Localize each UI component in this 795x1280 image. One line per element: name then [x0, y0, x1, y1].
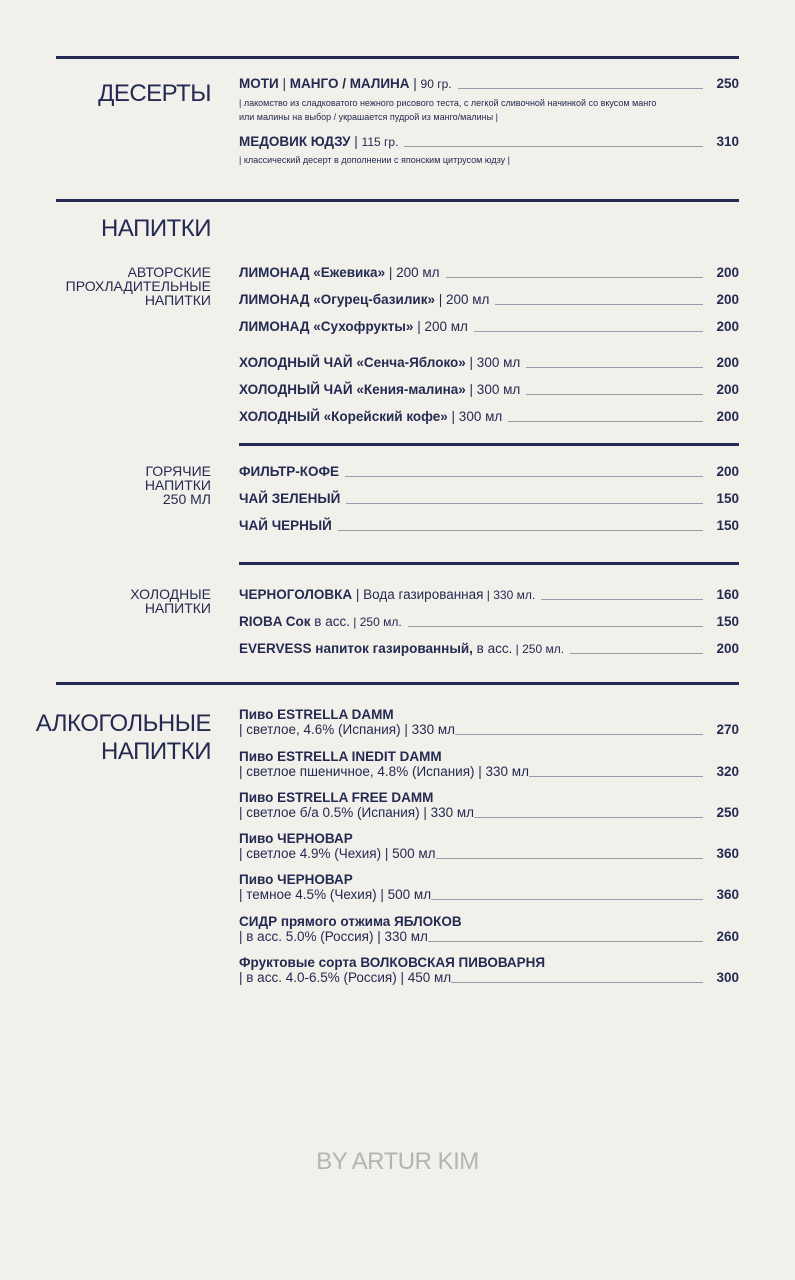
- desserts-title: ДЕСЕРТЫ: [98, 80, 211, 107]
- menu-item-name: СИДР прямого отжима ЯБЛОКОВ: [239, 914, 462, 929]
- menu-item: | светлое 4.9% (Чехия) | 500 мл 360: [239, 846, 739, 861]
- menu-item-name: Фруктовые сорта ВОЛКОВСКАЯ ПИВОВАРНЯ: [239, 955, 546, 970]
- signature-drinks-subtitle: АВТОРСКИЕ ПРОХЛАДИТЕЛЬНЫЕ НАПИТКИ: [65, 264, 211, 308]
- price: 260: [716, 929, 739, 944]
- price: 160: [716, 587, 739, 602]
- price: 360: [716, 846, 739, 861]
- price: 200: [716, 292, 739, 307]
- price: 200: [716, 382, 739, 397]
- section-divider: [56, 199, 739, 202]
- menu-item-medovik: МЕДОВИК ЮДЗУ | 115 гр. 310: [239, 134, 739, 149]
- price: 250: [716, 76, 739, 91]
- menu-item-name: Пиво ESTRELLA INEDIT DAMM: [239, 749, 442, 764]
- drinks-title: НАПИТКИ: [101, 215, 211, 242]
- menu-item-name: Пиво ESTRELLA DAMM: [239, 707, 394, 722]
- menu-item-moti: МОТИ | МАНГО / МАЛИНА | 90 гр. 250: [239, 76, 739, 91]
- menu-item: | светлое б/а 0.5% (Испания) | 330 мл 250: [239, 805, 739, 820]
- menu-item: ЧАЙ ЧЕРНЫЙ 150: [239, 518, 739, 533]
- price: 200: [716, 319, 739, 334]
- alcohol-title: АЛКОГОЛЬНЫЕ НАПИТКИ: [35, 710, 211, 765]
- cold-drinks-subtitle: ХОЛОДНЫЕ НАПИТКИ: [130, 586, 211, 616]
- item-description: | классический десерт в дополнении с японским цитрусом юдзу |: [239, 155, 510, 165]
- menu-item-name: Пиво ESTRELLA FREE DAMM: [239, 790, 434, 805]
- menu-item: ЛИМОНАД «Огурец-базилик» | 200 мл 200: [239, 292, 739, 307]
- menu-item: ЛИМОНАД «Сухофрукты» | 200 мл 200: [239, 319, 739, 334]
- menu-item: | светлое, 4.6% (Испания) | 330 мл 270: [239, 722, 739, 737]
- price: 310: [716, 134, 739, 149]
- price: 360: [716, 887, 739, 902]
- price: 200: [716, 355, 739, 370]
- price: 270: [716, 722, 739, 737]
- menu-item: ЛИМОНАД «Ежевика» | 200 мл 200: [239, 265, 739, 280]
- subsection-divider: [239, 443, 739, 446]
- menu-item-name: Пиво ЧЕРНОВАР: [239, 872, 353, 887]
- menu-item: | в асс. 5.0% (Россия) | 330 мл 260: [239, 929, 739, 944]
- price: 200: [716, 409, 739, 424]
- price: 200: [716, 265, 739, 280]
- item-description: | лакомство из сладковатого нежного рисового теста, с легкой сливочной начинкой со вкусом манго или малины на выбор / украшается пудрой из манго/малины |: [239, 98, 657, 122]
- menu-item: EVERVESS напиток газированный, в асс. | 250 мл. 200: [239, 641, 739, 656]
- menu-item: ЧЕРНОГОЛОВКА | Вода газированная | 330 мл. 160: [239, 587, 739, 602]
- menu-item: RIOBA Сок в асс. | 250 мл. 150: [239, 614, 739, 629]
- menu-item: | в асс. 4.0-6.5% (Россия) | 450 мл 300: [239, 970, 739, 985]
- price: 150: [716, 491, 739, 506]
- menu-item: ХОЛОДНЫЙ ЧАЙ «Кения-малина» | 300 мл 200: [239, 382, 739, 397]
- menu-item: ЧАЙ ЗЕЛЕНЫЙ 150: [239, 491, 739, 506]
- menu-item: | темное 4.5% (Чехия) | 500 мл 360: [239, 887, 739, 902]
- price: 250: [716, 805, 739, 820]
- menu-item-name: Пиво ЧЕРНОВАР: [239, 831, 353, 846]
- price: 320: [716, 764, 739, 779]
- price: 200: [716, 641, 739, 656]
- price: 150: [716, 518, 739, 533]
- hot-drinks-subtitle: ГОРЯЧИЕ НАПИТКИ 250 МЛ: [144, 463, 211, 507]
- subsection-divider: [239, 562, 739, 565]
- footer-credit: BY ARTUR KIM: [316, 1148, 479, 1175]
- menu-item: ХОЛОДНЫЙ «Корейский кофе» | 300 мл 200: [239, 409, 739, 424]
- menu-item: ХОЛОДНЫЙ ЧАЙ «Сенча-Яблоко» | 300 мл 200: [239, 355, 739, 370]
- price: 200: [716, 464, 739, 479]
- top-divider: [56, 56, 739, 59]
- menu-item: | светлое пшеничное, 4.8% (Испания) | 330 мл 320: [239, 764, 739, 779]
- menu-item: ФИЛЬТР-КОФЕ 200: [239, 464, 739, 479]
- section-divider: [56, 682, 739, 685]
- price: 300: [716, 970, 739, 985]
- price: 150: [716, 614, 739, 629]
